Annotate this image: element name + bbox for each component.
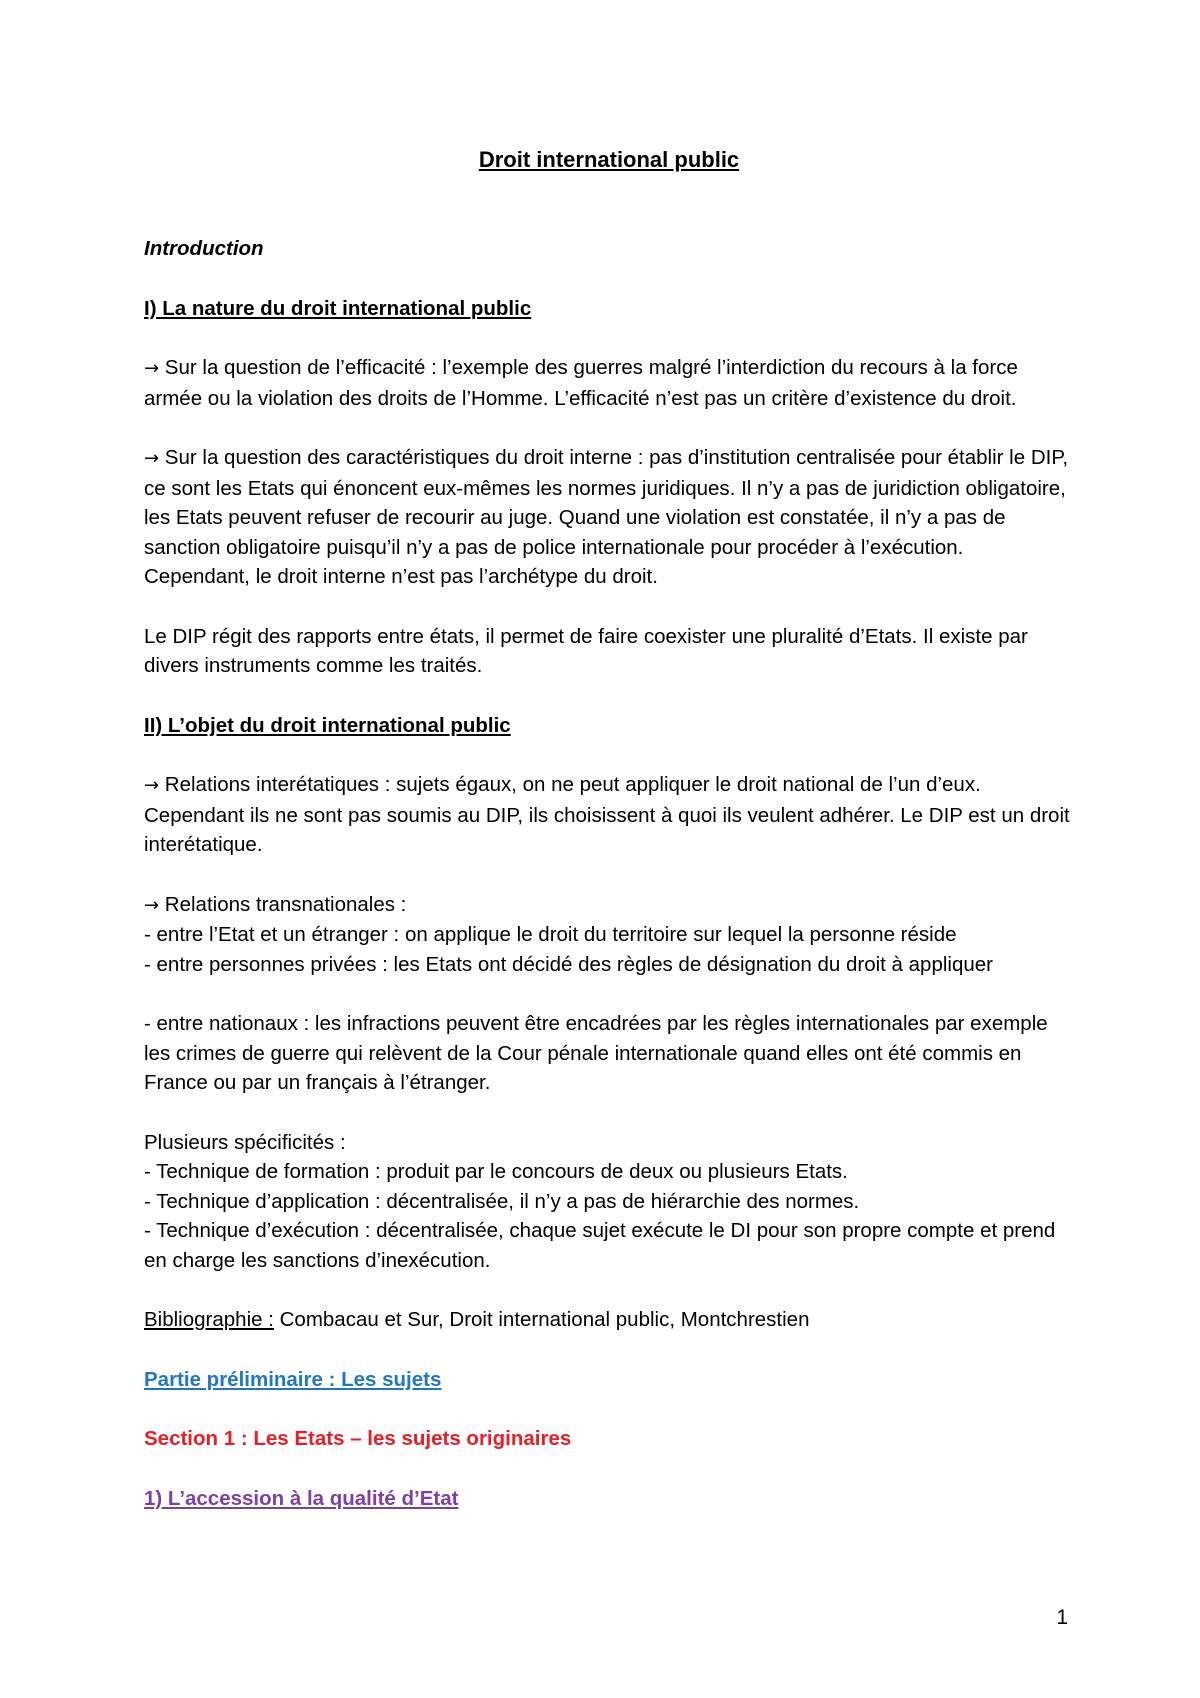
list-item: - entre l’Etat et un étranger : on applique le droit du territoire sur lequel la personne réside — [144, 923, 957, 946]
document-title: Droit international public — [478, 147, 740, 172]
bibliography-text: Combacau et Sur, Droit international public, Montchrestien — [273, 1308, 810, 1331]
paragraph-droit-interne — [144, 443, 1074, 592]
paragraph-text: Sur la question des caractéristiques du droit interne : pas d’institution centralisée pour établir le DIP, ce sont les Etats qui énoncent eux-mêmes les normes juridiques. Il n’y a pas de juridiction obligatoire, les Etats peuvent refuser de recourir au juge. Quand une violation est constatée, il n’y a pas de sanction obligatoire puisqu’il n’y a pas de police internationale pour procéder à l’exécution. Cependant, le droit interne n’est pas l’archétype du droit. — [144, 446, 1069, 588]
paragraph-efficacite — [144, 353, 1074, 413]
specificites-intro: Plusieurs spécificités : — [144, 1130, 346, 1154]
arrow-icon: → — [144, 775, 160, 796]
part-heading: Partie préliminaire : Les sujets — [144, 1367, 442, 1391]
document-body — [144, 145, 1074, 1513]
paragraph-specificites — [144, 1128, 1074, 1276]
paragraph-nationaux: - entre nationaux : les infractions peuvent être encadrées par les règles internationales par exemple les crimes de guerre qui relèvent de la Cour pénale internationale quand elles ont été commis en France ou par un français à l’étranger. — [144, 1012, 1048, 1094]
subsection-heading-accession: 1) L’accession à la qualité d’Etat — [144, 1486, 459, 1510]
arrow-icon: → — [144, 358, 160, 379]
page-number: 1 — [1056, 1606, 1068, 1629]
bibliography-label: Bibliographie : — [144, 1308, 274, 1331]
transnationales-intro — [144, 890, 1074, 921]
introduction-label: Introduction — [144, 237, 264, 260]
paragraph-text: Relations interétatiques : sujets égaux, on ne peut appliquer le droit national de l’un d’eux. Cependant ils ne sont pas soumis au DIP, ils choisissent à quoi ils veulent adhérer. Le DIP est un droit interétatique. — [144, 773, 1070, 856]
list-item: - Technique de formation : produit par le concours de deux ou plusieurs Etats. — [144, 1160, 848, 1183]
paragraph-dip-rapports: Le DIP régit des rapports entre états, il permet de faire coexister une pluralité d’Etats. Il existe par divers instruments comme les traités. — [144, 624, 1028, 677]
bibliography — [144, 1305, 1074, 1335]
list-item: - entre personnes privées : les Etats ont décidé des règles de désignation du droit à appliquer — [144, 952, 993, 976]
section-heading-objet: II) L’objet du droit international public — [144, 713, 511, 737]
paragraph-text: Relations transnationales : — [159, 892, 407, 916]
paragraph-transnationales — [144, 890, 1074, 980]
arrow-icon: → — [144, 894, 160, 916]
section-heading-nature: I) La nature du droit international public — [144, 296, 532, 320]
list-item: - Technique d’application : décentralisée, il n’y a pas de hiérarchie des normes. — [144, 1189, 860, 1213]
paragraph-interetatiques — [144, 770, 1074, 860]
section-heading-etats: Section 1 : Les Etats – les sujets originaires — [144, 1427, 572, 1450]
arrow-icon: → — [144, 448, 160, 469]
paragraph-text: Sur la question de l’efficacité : l’exemple des guerres malgré l’interdiction du recours à la force armée ou la violation des droits de l’Homme. L’efficacité n’est pas un critère d’existence du droit. — [144, 356, 1018, 410]
list-item: - Technique d’exécution : décentralisée, chaque sujet exécute le DI pour son propre compte et prend en charge les sanctions d’inexécution. — [144, 1219, 1056, 1272]
